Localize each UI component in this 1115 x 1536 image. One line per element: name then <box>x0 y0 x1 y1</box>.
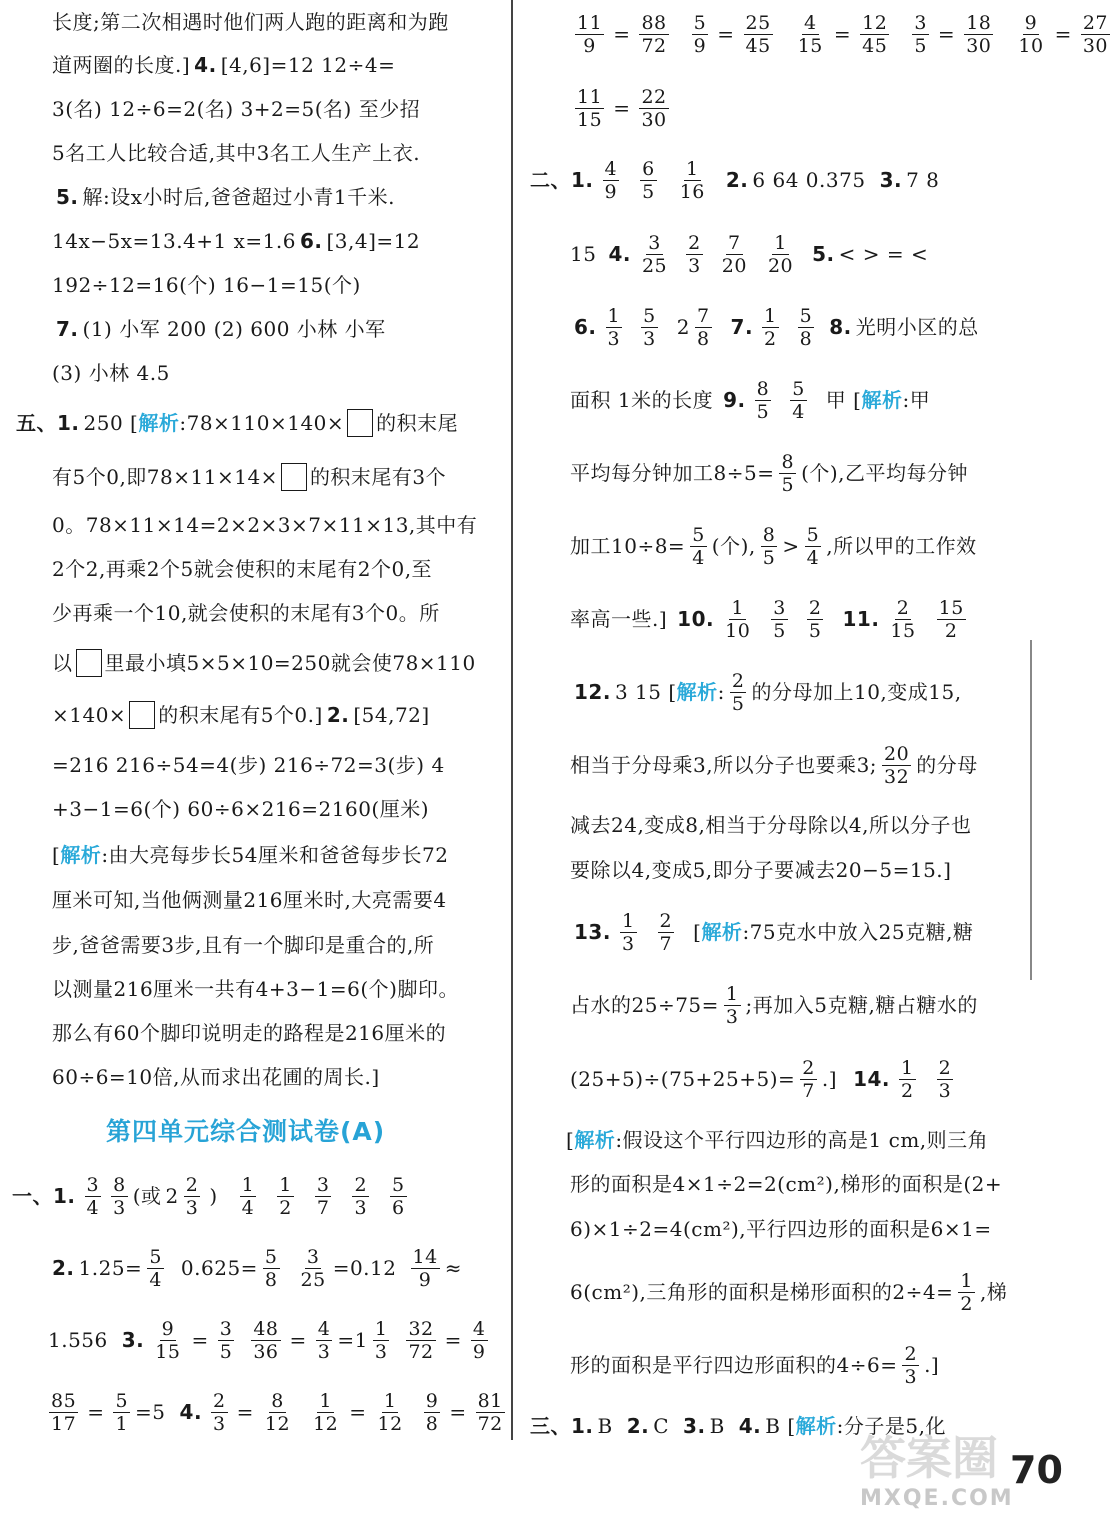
page-number: 70 <box>1010 1448 1063 1492</box>
text-line: 三、1. B 2. C 3. B 4. B [ 解析 :分子是5,化 <box>530 1414 946 1438</box>
blank-box <box>281 463 307 491</box>
text-line: 五、1. 250 [ 解析 :78×110×140× 的积末尾 <box>16 411 459 435</box>
page-edge-line <box>1030 640 1032 980</box>
text-line: ×140× 的积末尾有5个0.] 2. [54,72] <box>52 703 430 727</box>
answer-line: 1.556 3. $\frac{9}{15}$ = $\frac{3}{5}$ $\frac{48}{36}$ = $\frac{4}{3}$ =1 $\frac{1}{3}$ $\frac{32}{72}$ = $\frac{4}{9}$ <box>48 1317 486 1363</box>
answer-line: 15 4. $\frac{3}{25}$ $\frac{2}{3}$ $\frac{7}{20}$ $\frac{1}{20}$ 5. < > = < <box>570 231 929 277</box>
answer-line: 13. $\frac{1}{3}$ $\frac{2}{7}$ [ 解析 :75克水中放入25克糖,糖 <box>574 909 974 955</box>
answer-line: 平均每分钟加工8÷5= $\frac{8}{5}$ (个),乙平均每分钟 <box>570 450 969 496</box>
answer-line: 一、1. $\frac{3}{4}$ $\frac{8}{3}$ (或 2 $\frac{2}{3}$ ) $\frac{1}{4}$ $\frac{1}{2}$ $\frac{3}{7}$ $\frac{2}{3}$ $\frac{5}{6}$ <box>12 1173 405 1219</box>
text-line: 0。78×11×14=2×2×3×7×11×13,其中有 <box>52 513 478 537</box>
answer-line: 相当于分母乘3,所以分子也要乘3; $\frac{20}{32}$ 的分母 <box>570 742 978 788</box>
watermark-logo: 答案圈 MXQE.COM <box>860 1431 1014 1511</box>
fraction: $\frac{5}{6}$ <box>392 1173 405 1219</box>
text-line: 14x−5x=13.4+1 x=1.6 6. [3,4]=12 <box>52 229 421 253</box>
text-line: 以测量216厘米一共有4+3−1=6(个)脚印。 <box>52 977 459 1001</box>
text-line: 192÷12=16(个) 16−1=15(个) <box>52 273 361 297</box>
text-line: 5. 解:设x小时后,爸爸超过小青1千米. <box>56 185 395 209</box>
answer-line: 加工10÷8= $\frac{5}{4}$ (个), $\frac{8}{5}$ > $\frac{5}{4}$ ,所以甲的工作效 <box>570 523 977 569</box>
answer-line: 12. 3 15 [ 解析 : $\frac{2}{5}$ 的分母加上10,变成15, <box>574 669 962 715</box>
text-line: 3(名) 12÷6=2(名) 3+2=5(名) 至少招 <box>52 97 421 121</box>
text-line: 那么有60个脚印说明走的路程是216厘米的 <box>52 1021 447 1045</box>
text-line: [ 解析 :由大亮每步长54厘米和爸爸每步长72 <box>52 843 449 867</box>
text-line: 步,爸爸需要3步,且有一个脚印是重合的,所 <box>52 933 435 957</box>
text-line: 6)×1÷2=4(cm²),平行四边形的面积是6×1= <box>570 1217 992 1241</box>
fraction: $\frac{1}{2}$ <box>279 1173 292 1219</box>
text-line: 减去24,变成8,相当于分母除以4,所以分子也 <box>570 813 972 837</box>
text-line: 以 里最小填5×5×10=250就会使78×110 <box>52 651 476 675</box>
text-line: 长度;第二次相遇时他们两人跑的距离和为跑 <box>52 10 449 34</box>
answer-line: 形的面积是平行四边形面积的4÷6= $\frac{2}{3}$ .] <box>570 1342 940 1388</box>
fraction: $\frac{2}{3}$ <box>354 1173 368 1219</box>
answer-line: 二、1. $\frac{4}{9}$ $\frac{6}{5}$ $\frac{1}{16}$ 2. 6 64 0.375 3. 7 8 <box>530 157 940 203</box>
blank-box <box>129 701 155 729</box>
text-line: 2个2,再乘2个5就会使积的末尾有2个0,至 <box>52 557 433 581</box>
text-line: (3) 小林 4.5 <box>52 361 170 385</box>
answer-line: 6. $\frac{1}{3}$ $\frac{5}{3}$ 2 $\frac{7}{8}$ 7. $\frac{1}{2}$ $\frac{5}{8}$ 8. 光明小区的总 <box>574 304 979 350</box>
text-line: 少再乘一个10,就会使积的末尾有3个0。所 <box>52 601 440 625</box>
text-line: 60÷6=10倍,从而求出花圃的周长.] <box>52 1065 380 1089</box>
fraction: $\frac{3}{4}$ <box>86 1173 100 1219</box>
answer-line: (25+5)÷(75+25+5)= $\frac{2}{7}$ .] 14. $\frac{1}{2}$ $\frac{2}{3}$ <box>570 1056 952 1102</box>
text-line: [ 解析 :假设这个平行四边形的高是1 cm,则三角 <box>566 1128 989 1152</box>
text-line: 道两圈的长度.] 4. [4,6]=12 12÷4= <box>52 53 396 77</box>
answer-line: $\frac{85}{17}$ = $\frac{5}{1}$ =5 4. $\frac{2}{3}$ = $\frac{8}{12}$ $\frac{1}{12}$ = $\frac{1}{12}$ $\frac{9}{8}$ = $\frac{81}{72}$ <box>51 1389 503 1435</box>
answer-line: $\frac{11}{15}$ = $\frac{22}{30}$ <box>577 85 667 131</box>
blank-box <box>347 409 373 437</box>
fraction: $\frac{3}{7}$ <box>316 1173 330 1219</box>
answer-line: 6(cm²),三角形的面积是梯形面积的2÷4= $\frac{1}{2}$ ,梯 <box>570 1269 1008 1315</box>
text-line: 厘米可知,当他俩测量216厘米时,大亮需要4 <box>52 888 447 912</box>
text-line: 形的面积是4×1÷2=2(cm²),梯形的面积是(2+ <box>570 1172 1003 1196</box>
fraction: $\frac{1}{4}$ <box>241 1173 255 1219</box>
section-heading: 第四单元综合测试卷(A) <box>106 1117 386 1146</box>
text-line: =216 216÷54=4(步) 216÷72=3(步) 4 <box>52 753 445 777</box>
column-divider <box>511 0 513 1440</box>
answer-line: 率高一些.] 10. $\frac{1}{10}$ $\frac{3}{5}$ $\frac{2}{5}$ 11. $\frac{2}{15}$ $\frac{15}{2}$ <box>570 596 964 642</box>
answer-line: 面积 1米的长度 9. $\frac{8}{5}$ $\frac{5}{4}$ 甲 [ 解析 :甲 <box>570 377 931 423</box>
text-line: 7. (1) 小军 200 (2) 600 小林 小军 <box>56 317 386 341</box>
text-line: 有5个0,即78×11×14× 的积末尾有3个 <box>52 465 447 489</box>
answer-line: 占水的25÷75= $\frac{1}{3}$ ;再加入5克糖,糖占糖水的 <box>570 982 978 1028</box>
answer-line: $\frac{11}{9}$ = $\frac{88}{72}$ $\frac{5}{9}$ = $\frac{25}{45}$ $\frac{4}{15}$ = $\frac{12}{45}$ $\frac{3}{5}$ = $\frac{18}{30}$ $\frac{9}{10}$ = $\frac{27}{30}$ <box>577 11 1109 57</box>
blank-box <box>76 649 102 677</box>
fraction: $\frac{8}{3}$ <box>113 1173 126 1219</box>
answer-line: 2. 1.25= $\frac{5}{4}$ 0.625= $\frac{5}{8}$ $\frac{3}{25}$ =0.12 $\frac{14}{9}$ ≈ <box>52 1245 462 1291</box>
text-line: +3−1=6(个) 60÷6×216=2160(厘米) <box>52 797 430 821</box>
text-line: 要除以4,变成5,即分子要减去20−5=15.] <box>570 858 952 882</box>
text-line: 5名工人比较合适,其中3名工人生产上衣. <box>52 141 421 165</box>
